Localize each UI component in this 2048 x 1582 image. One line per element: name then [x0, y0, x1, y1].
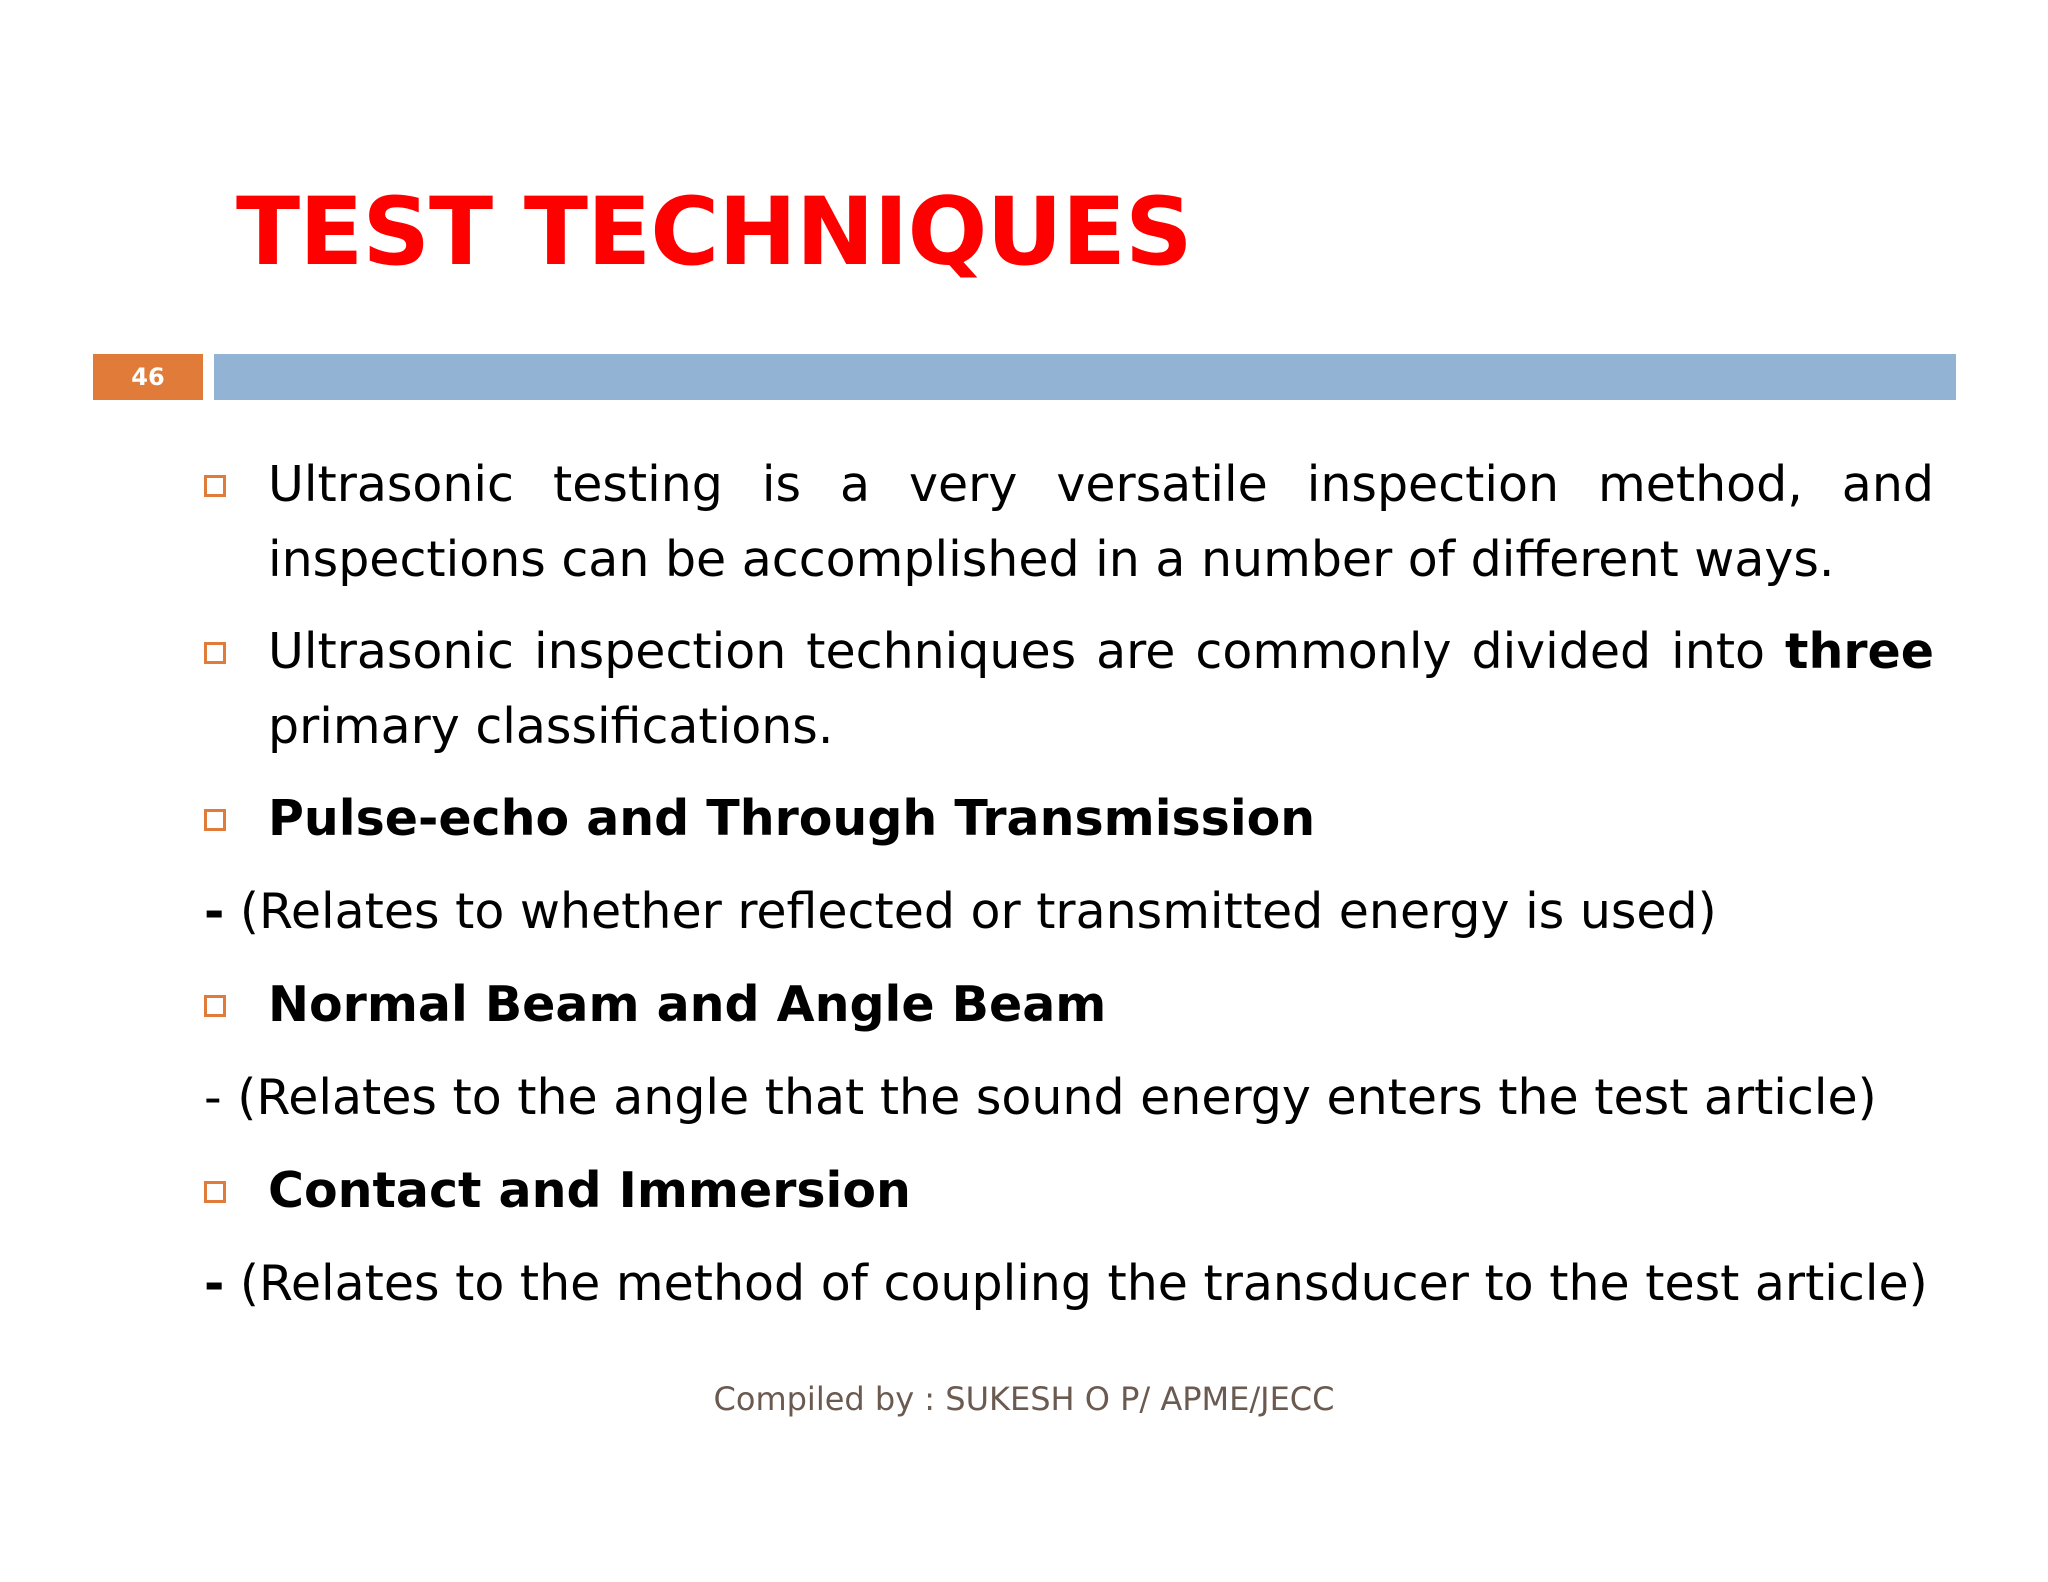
- bullet-heading: Contact and Immersion: [268, 1162, 911, 1219]
- bullet-item: [204, 1153, 1934, 1228]
- dash-marker: -: [204, 1069, 222, 1126]
- bullet-item: [204, 781, 1934, 856]
- header-divider-bar: [214, 354, 1956, 400]
- slide-number: 46: [93, 354, 203, 400]
- square-bullet-icon: [204, 642, 226, 664]
- bullet-heading: Pulse-echo and Through Transmission: [268, 790, 1316, 847]
- bullet-text: [268, 614, 1934, 764]
- square-bullet-icon: [204, 809, 226, 831]
- bullet-text: Ultrasonic testing is a very versatile inspection method, and inspections can be accomplished in a number of different ways.: [268, 456, 1934, 588]
- slide-title: TEST TECHNIQUES: [236, 178, 1192, 287]
- bullet-subnote: [204, 874, 1717, 949]
- bullet-item: [204, 447, 1934, 597]
- bullet-item: [204, 614, 1934, 764]
- subnote-text: (Relates to the angle that the sound energy enters the test article): [237, 1069, 1877, 1126]
- bullet-subnote: [204, 1060, 1877, 1135]
- square-bullet-icon: [204, 995, 226, 1017]
- square-bullet-icon: [204, 1181, 226, 1203]
- bullet-subnote: [204, 1246, 1928, 1321]
- square-bullet-icon: [204, 475, 226, 497]
- bullet-text-part: Ultrasonic inspection techniques are commonly divided into: [268, 623, 1786, 680]
- dash-marker: -: [204, 1255, 225, 1312]
- bullet-heading: Normal Beam and Angle Beam: [268, 976, 1107, 1033]
- dash-marker: -: [204, 883, 225, 940]
- bullet-text-emphasis: three: [1785, 623, 1934, 680]
- bullet-text-part: primary classifications.: [268, 698, 834, 755]
- bullet-item: [204, 967, 1934, 1042]
- subnote-text: (Relates to whether reflected or transmitted energy is used): [239, 883, 1717, 940]
- slide-footer: Compiled by : SUKESH O P/ APME/JECC: [713, 1380, 1335, 1418]
- subnote-text: (Relates to the method of coupling the transducer to the test article): [239, 1255, 1928, 1312]
